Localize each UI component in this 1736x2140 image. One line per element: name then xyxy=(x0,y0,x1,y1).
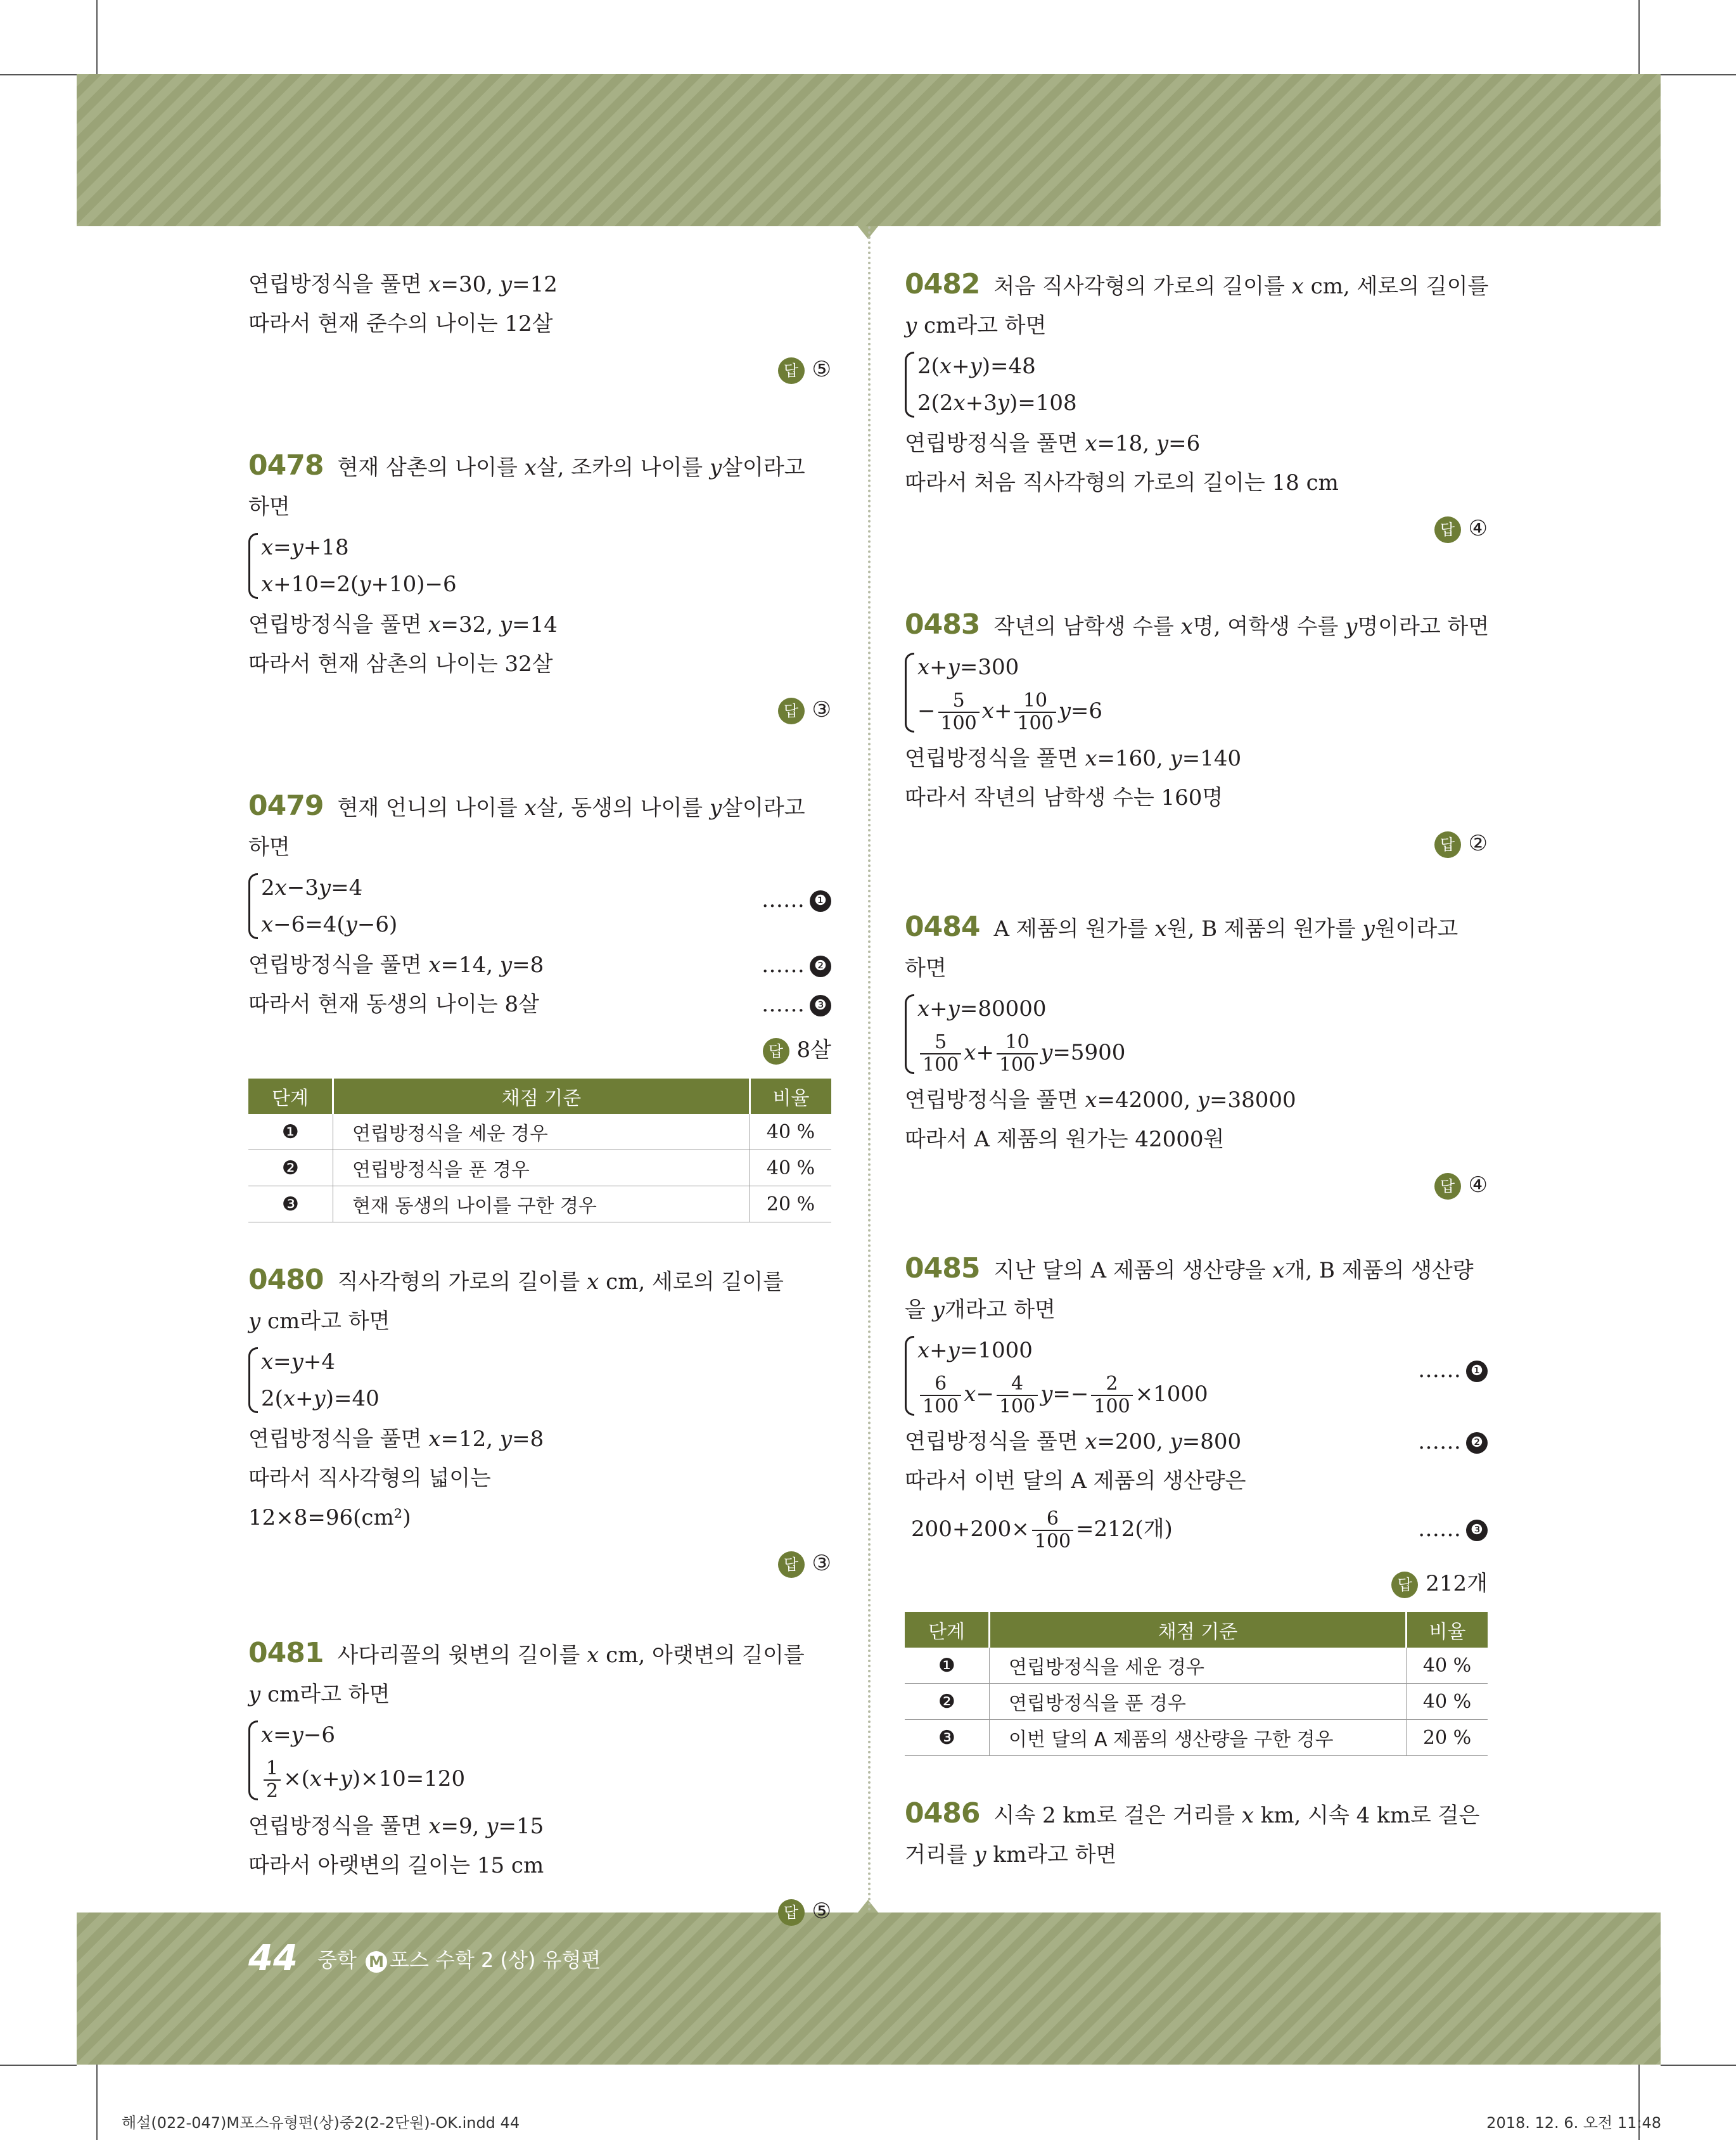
equation: 𝑥−6=4(𝑦−6) xyxy=(261,912,398,937)
solution-line: 따라서 작년의 남학생 수는 160명 xyxy=(905,785,1223,811)
print-slug-date: 2018. 12. 6. 오전 11:48 xyxy=(1486,2114,1661,2132)
problem-number: 0485 xyxy=(905,1252,980,1285)
equation: 𝑥=𝑦−6 xyxy=(261,1722,335,1748)
answer-value: ② xyxy=(1468,831,1488,856)
solution-line: 연립방정식을 풀면 𝑥=14, 𝑦=8 xyxy=(248,952,544,978)
problem-text: 직사각형의 가로의 길이를 𝑥 cm, 세로의 길이를 xyxy=(337,1269,784,1295)
equation: 𝑥=𝑦+4 xyxy=(261,1349,335,1374)
column-divider xyxy=(868,226,871,1913)
equation: 2(𝑥+𝑦)=40 xyxy=(261,1386,380,1411)
problem-text: 지난 달의 A 제품의 생산량을 𝑥개, B 제품의 생산량 xyxy=(993,1258,1474,1283)
solution-line: 따라서 처음 직사각형의 가로의 길이는 18 cm xyxy=(905,470,1339,496)
equation-system xyxy=(905,1332,1488,1419)
crop-mark xyxy=(0,74,77,75)
equation-system xyxy=(905,348,1488,421)
answer-value: ④ xyxy=(1468,516,1488,541)
step-marker-2: …… ❷ xyxy=(762,945,831,985)
problem-0485 xyxy=(905,1249,1488,1756)
equation-system xyxy=(905,649,1488,736)
left-column xyxy=(248,265,831,1988)
table-row: ❸ 이번 달의 A 제품의 생산량을 구한 경우 20 % xyxy=(905,1720,1488,1756)
problem-0483 xyxy=(905,605,1488,863)
solution-line: 12×8=96(cm²) xyxy=(248,1505,411,1530)
answer-badge: 답 xyxy=(1434,831,1461,858)
answer xyxy=(905,509,1488,548)
problem-number: 0482 xyxy=(905,268,980,300)
answer xyxy=(905,1564,1488,1603)
answer-badge: 답 xyxy=(778,1551,805,1578)
equation-system xyxy=(248,529,831,603)
table-header: 채점 기준 xyxy=(990,1612,1407,1648)
equation: 𝑥+𝑦=80000 xyxy=(917,996,1047,1022)
problem-0478 xyxy=(248,446,831,729)
scoring-table xyxy=(905,1612,1488,1756)
equation: 𝑥+𝑦=1000 xyxy=(917,1338,1033,1363)
solution-line: 따라서 A 제품의 원가는 42000원 xyxy=(905,1127,1225,1152)
equation-system xyxy=(248,869,831,943)
equation: $\frac{1}{2}$ ×(𝑥+𝑦)×10=120 xyxy=(261,1753,831,1804)
problem-text: A 제품의 원가를 𝑥원, B 제품의 원가를 𝑦원이라고 xyxy=(993,916,1458,942)
problem-number: 0479 xyxy=(248,790,324,822)
book-title: 중학 M 포스 수학 2 (상) 유형편 xyxy=(317,1947,601,1972)
solution-line: 따라서 현재 준수의 나이는 12살 xyxy=(248,311,553,336)
answer-badge: 답 xyxy=(778,1899,805,1926)
answer xyxy=(248,1030,831,1070)
equation-system xyxy=(248,1717,831,1804)
equation: 2𝑥−3𝑦=4 xyxy=(261,875,363,900)
crop-mark xyxy=(1661,2065,1736,2066)
equation: 𝑥+𝑦=300 xyxy=(917,655,1019,680)
problem-text: 작년의 남학생 수를 𝑥명, 여학생 수를 𝑦명이라고 하면 xyxy=(993,614,1490,639)
problem-number: 0478 xyxy=(248,449,324,482)
answer xyxy=(905,824,1488,863)
solution-line: 따라서 직사각형의 넓이는 xyxy=(248,1466,491,1491)
solution-line: 연립방정식을 풀면 𝑥=32, 𝑦=14 xyxy=(248,612,558,638)
problem-number: 0483 xyxy=(905,608,980,641)
solution-line: 따라서 이번 달의 A 제품의 생산량은 xyxy=(905,1468,1246,1494)
answer-badge: 답 xyxy=(1434,1173,1461,1200)
equation-system xyxy=(248,1343,831,1417)
top-decor-band xyxy=(77,74,1661,226)
m-logo-icon: M xyxy=(366,1951,387,1973)
answer xyxy=(248,350,831,389)
problem-number: 0480 xyxy=(248,1264,324,1296)
step-marker-3: …… ❸ xyxy=(1418,1501,1488,1558)
equation: 𝑥+10=2(𝑦+10)−6 xyxy=(261,572,457,597)
problem-0480 xyxy=(248,1260,831,1583)
problem-text: 하면 xyxy=(248,835,290,860)
problem-number: 0484 xyxy=(905,911,980,943)
problem-text: 현재 언니의 나이를 𝑥살, 동생의 나이를 𝑦살이라고 xyxy=(337,795,805,821)
solution-line: 따라서 현재 동생의 나이는 8살 xyxy=(248,992,539,1017)
table-header: 채점 기준 xyxy=(333,1079,750,1114)
solution-line: 따라서 아랫변의 길이는 15 cm xyxy=(248,1853,544,1878)
step-marker-3: …… ❸ xyxy=(762,985,831,1024)
step-marker-1: …… ❶ xyxy=(1418,1357,1488,1383)
solution-line: 연립방정식을 풀면 𝑥=30, 𝑦=12 xyxy=(248,272,558,297)
answer xyxy=(248,1892,831,1931)
scoring-table xyxy=(248,1079,831,1222)
problem-number: 0481 xyxy=(248,1637,324,1669)
problem-number: 0486 xyxy=(905,1797,980,1829)
problem-0481 xyxy=(248,1634,831,1931)
answer xyxy=(248,1544,831,1583)
problem-0486 xyxy=(905,1794,1488,1874)
problem-text: 시속 2 km로 걸은 거리를 𝑥 km, 시속 4 km로 걸은 xyxy=(993,1803,1480,1828)
equation: 2(2𝑥+3𝑦)=108 xyxy=(917,390,1077,416)
table-row: ❷ 연립방정식을 푼 경우 40 % xyxy=(905,1684,1488,1720)
crop-mark xyxy=(1638,0,1640,74)
table-row: ❶ 연립방정식을 세운 경우 40 % xyxy=(248,1114,831,1150)
table-header: 비율 xyxy=(750,1079,832,1114)
problem-0482 xyxy=(905,265,1488,548)
problem-text: 현재 삼촌의 나이를 𝑥살, 조카의 나이를 𝑦살이라고 xyxy=(337,455,805,480)
solution-line: 따라서 현재 삼촌의 나이는 32살 xyxy=(248,651,553,677)
problem-text: 𝑦 cm라고 하면 xyxy=(905,313,1047,338)
answer-value: ⑤ xyxy=(812,1899,831,1924)
crop-mark xyxy=(1661,74,1736,75)
table-header: 단계 xyxy=(248,1079,333,1114)
answer-value: 8살 xyxy=(796,1037,831,1063)
problem-text: 하면 xyxy=(248,494,290,520)
table-row: ❷ 연립방정식을 푼 경우 40 % xyxy=(248,1150,831,1186)
print-slug-file: 해설(022-047)M포스유형편(상)중2(2-2단원)-OK.indd 44 xyxy=(122,2114,520,2132)
problem-0479 xyxy=(248,786,831,1222)
page-number: 44 xyxy=(248,1938,298,1979)
answer xyxy=(905,1165,1488,1205)
answer-value: 212개 xyxy=(1426,1571,1488,1596)
problem-text: 을 𝑦개라고 하면 xyxy=(905,1297,1056,1323)
page-footer xyxy=(248,1938,601,1979)
equation: $\frac{5}{100}$ 𝑥+ $\frac{10}{100}$ 𝑦=5900 xyxy=(917,1027,1488,1078)
answer-badge: 답 xyxy=(778,698,805,724)
equation: 2(𝑥+𝑦)=48 xyxy=(917,354,1036,379)
solution-line: 연립방정식을 풀면 𝑥=42000, 𝑦=38000 xyxy=(905,1087,1296,1113)
problem-text: 𝑦 cm라고 하면 xyxy=(248,1309,390,1334)
problem-text: 하면 xyxy=(905,956,947,981)
problem-text: 처음 직사각형의 가로의 길이를 𝑥 cm, 세로의 길이를 xyxy=(993,274,1489,299)
problem-text: 거리를 𝑦 km라고 하면 xyxy=(905,1842,1117,1868)
answer-badge: 답 xyxy=(1391,1572,1418,1598)
answer-value: ③ xyxy=(812,1551,831,1576)
crop-mark xyxy=(96,0,98,74)
answer-badge: 답 xyxy=(778,357,805,384)
problem-text: 사다리꼴의 윗변의 길이를 𝑥 cm, 아랫변의 길이를 xyxy=(337,1643,805,1668)
table-header: 비율 xyxy=(1407,1612,1488,1648)
table-row: ❶ 연립방정식을 세운 경우 40 % xyxy=(905,1648,1488,1684)
problem-0484 xyxy=(905,907,1488,1205)
problem-continued xyxy=(248,265,831,389)
equation: − $\frac{5}{100}$ 𝑥+ $\frac{10}{100}$ 𝑦=6 xyxy=(917,689,1103,734)
solution-line: 연립방정식을 풀면 𝑥=160, 𝑦=140 xyxy=(905,746,1242,771)
answer-value: ③ xyxy=(812,697,831,722)
solution-line: 연립방정식을 풀면 𝑥=200, 𝑦=800 xyxy=(905,1429,1242,1454)
solution-line: 연립방정식을 풀면 𝑥=18, 𝑦=6 xyxy=(905,431,1201,456)
step-marker-1: …… ❶ xyxy=(762,887,831,913)
answer-badge: 답 xyxy=(763,1038,789,1065)
crop-mark xyxy=(0,2065,77,2066)
answer-value: ④ xyxy=(1468,1172,1488,1198)
solution-line: 200+200× $\frac{6}{100}$ =212(개) …… ❸ xyxy=(905,1501,1488,1558)
solution-line: 연립방정식을 풀면 𝑥=9, 𝑦=15 xyxy=(248,1814,544,1839)
equation: $\frac{6}{100}$ 𝑥− $\frac{4}{100}$ 𝑦=− $\frac{2}{100}$ ×1000 xyxy=(917,1369,1488,1419)
solution-line: 연립방정식을 풀면 𝑥=12, 𝑦=8 xyxy=(248,1426,544,1452)
answer-badge: 답 xyxy=(1434,516,1461,543)
answer xyxy=(248,690,831,729)
problem-text: 𝑦 cm라고 하면 xyxy=(248,1682,390,1707)
equation-system xyxy=(905,990,1488,1078)
right-column xyxy=(905,265,1488,1932)
equation: 𝑥=𝑦+18 xyxy=(261,535,349,560)
crop-mark xyxy=(96,2065,98,2140)
answer-value: ⑤ xyxy=(812,357,831,382)
table-row: ❸ 현재 동생의 나이를 구한 경우 20 % xyxy=(248,1186,831,1222)
table-header: 단계 xyxy=(905,1612,990,1648)
step-marker-2: …… ❷ xyxy=(1418,1422,1488,1461)
